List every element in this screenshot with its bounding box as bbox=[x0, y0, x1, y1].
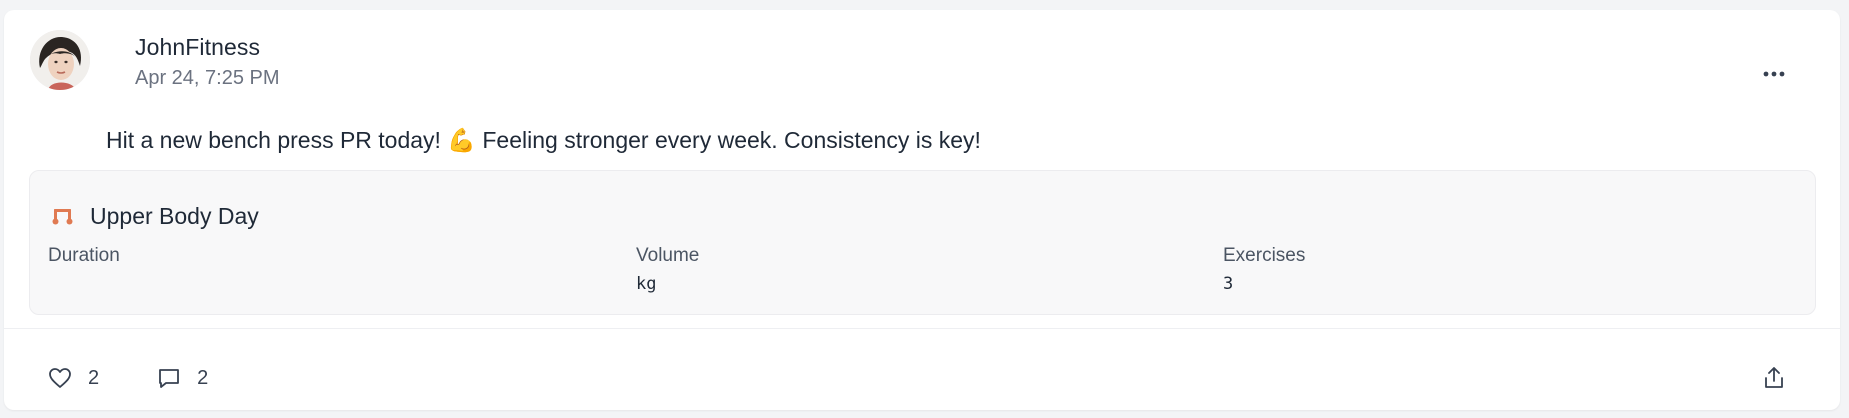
stat-label: Volume bbox=[636, 245, 700, 266]
stat-value bbox=[48, 273, 120, 295]
more-horizontal-icon bbox=[1763, 71, 1785, 77]
stat-value: kg bbox=[636, 274, 657, 294]
stat-value: 3 bbox=[1223, 274, 1234, 294]
stat-label: Exercises bbox=[1223, 245, 1306, 266]
workout-summary[interactable] bbox=[29, 170, 1816, 315]
user-meta bbox=[135, 32, 280, 91]
more-options-button[interactable] bbox=[1756, 62, 1792, 86]
divider bbox=[4, 328, 1840, 329]
post-actions bbox=[48, 366, 208, 390]
author-name[interactable]: JohnFitness bbox=[135, 34, 261, 60]
comment-icon bbox=[157, 367, 181, 389]
like-count: 2 bbox=[88, 367, 100, 389]
post-header bbox=[30, 30, 280, 91]
like-button[interactable] bbox=[48, 366, 99, 390]
post-timestamp: Apr 24, 7:25 PM bbox=[135, 67, 280, 89]
share-button[interactable] bbox=[1760, 364, 1788, 392]
post-text: Hit a new bench press PR today! 💪 Feeling stronger every week. Consistency is key! bbox=[106, 127, 981, 153]
stat-duration bbox=[48, 243, 120, 295]
stat-exercises bbox=[1223, 243, 1305, 295]
avatar[interactable] bbox=[30, 30, 90, 90]
stat-label: Duration bbox=[48, 245, 120, 266]
comment-button[interactable] bbox=[157, 366, 208, 390]
stat-volume bbox=[636, 243, 699, 295]
avatar-image bbox=[30, 30, 90, 90]
workout-title: Upper Body Day bbox=[90, 203, 259, 229]
heart-icon bbox=[48, 367, 72, 389]
share-icon bbox=[1763, 366, 1785, 390]
workout-title-row bbox=[50, 201, 259, 231]
dumbbell-icon bbox=[50, 206, 76, 226]
comment-count: 2 bbox=[197, 367, 209, 389]
post-card bbox=[4, 10, 1840, 410]
